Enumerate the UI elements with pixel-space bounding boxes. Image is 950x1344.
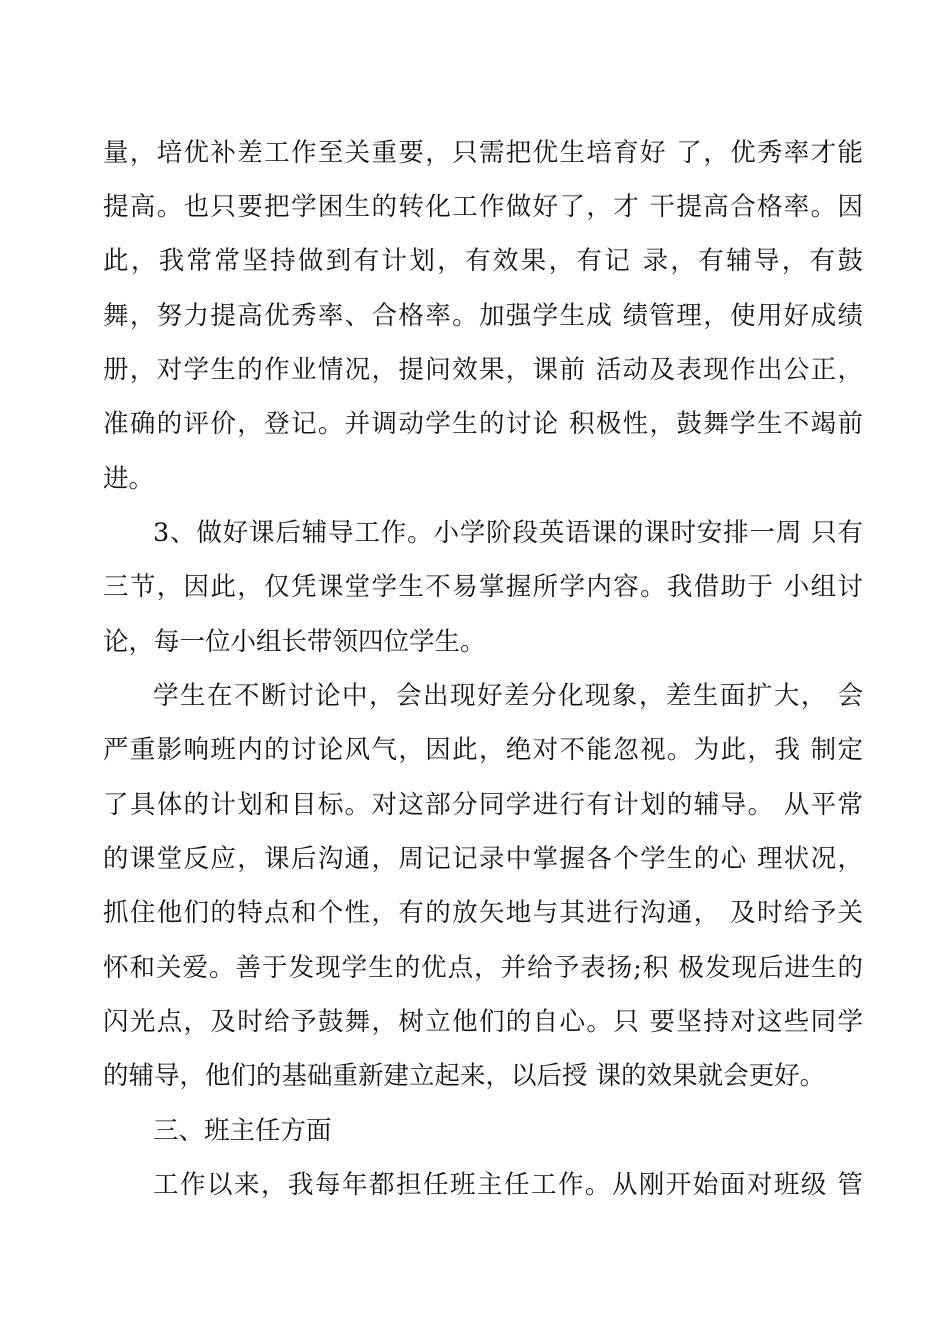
text-line: 抓住他们的特点和个性，有的放矢地与其进行沟通， 及时给予关 <box>103 898 863 928</box>
text-line: 册，对学生的作业情况，提问效果，课前 活动及表现作出公正， <box>103 355 863 385</box>
text-line: 怀和关爱。善于发现学生的优点，并给予表扬;积 极发现后进生的 <box>103 953 863 983</box>
text-line: 三节，因此，仅凭课堂学生不易掌握所学内容。我借助于 小组讨 <box>103 572 863 602</box>
text-line: 准确的评价，登记。并调动学生的讨论 积极性，鼓舞学生不竭前 <box>103 409 863 439</box>
text-line: 了具体的计划和目标。对这部分同学进行有计划的辅导。 从平常 <box>103 790 863 820</box>
text-line: 进。 <box>103 464 155 494</box>
text-line: 闪光点，及时给予鼓舞，树立他们的自心。只 要坚持对这些同学 <box>103 1007 863 1037</box>
text-line: 量，培优补差工作至关重要，只需把优生培育好 了，优秀率才能 <box>103 138 863 168</box>
text-line: 学生在不断讨论中，会出现好差分化现象，差生面扩大， 会 <box>153 681 863 711</box>
text-line: 的辅导，他们的基础重新建立起来，以后授 课的效果就会更好。 <box>103 1061 826 1091</box>
text-line: 3、做好课后辅导工作。小学阶段英语课的课时安排一周 只有 <box>153 518 863 548</box>
text-line: 工作以来，我每年都担任班主任工作。从刚开始面对班级 管 <box>153 1170 863 1200</box>
text-line: 此，我常常坚持做到有计划，有效果，有记 录，有辅导，有鼓 <box>103 246 863 276</box>
text-line: 舞，努力提高优秀率、合格率。加强学生成 绩管理，使用好成绩 <box>103 301 863 331</box>
section-heading: 三、班主任方面 <box>153 1116 332 1146</box>
text-line: 提高。也只要把学困生的转化工作做好了，才 干提高合格率。因 <box>103 192 863 222</box>
text-line: 论，每一位小组长带领四位学生。 <box>103 627 486 657</box>
text-line: 的课堂反应，课后沟通，周记记录中掌握各个学生的心 理状况， <box>103 844 863 874</box>
text-line: 严重影响班内的讨论风气，因此，绝对不能忽视。为此，我 制定 <box>103 735 863 765</box>
